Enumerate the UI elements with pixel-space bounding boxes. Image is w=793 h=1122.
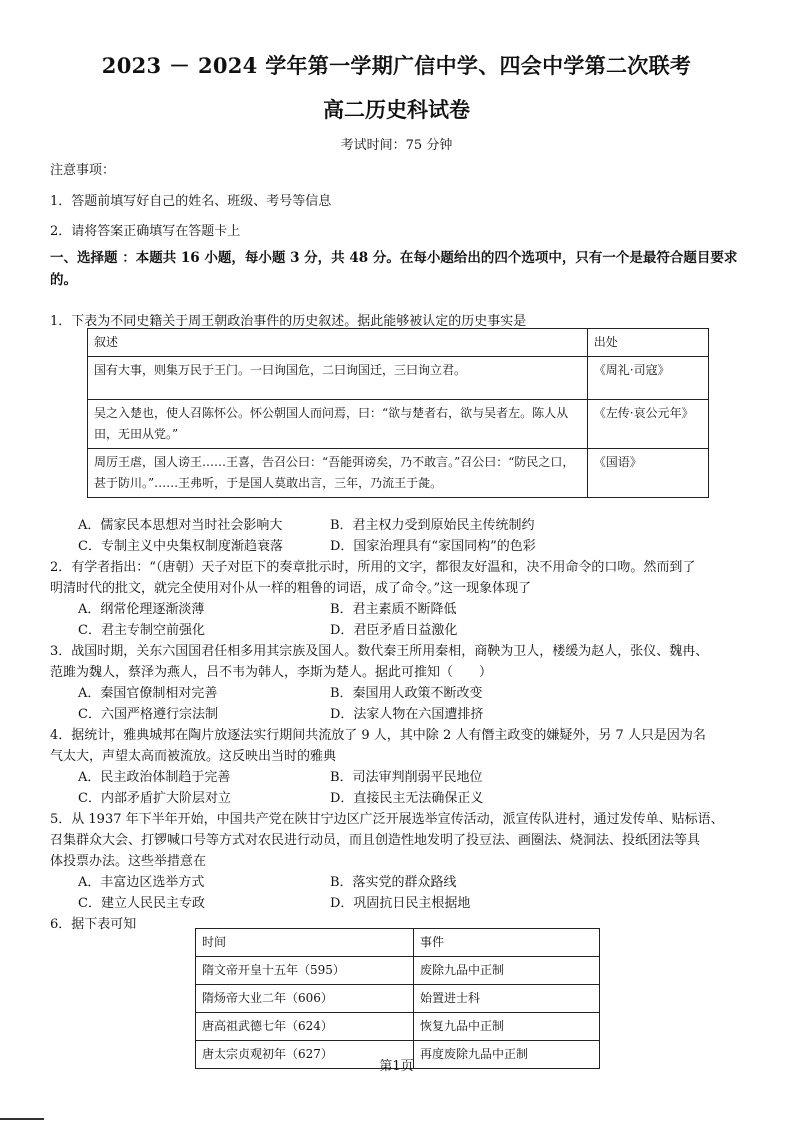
table-row <box>196 1013 600 1041</box>
section-heading-cont: 的。 <box>50 272 77 288</box>
option-b: B．落实党的群众路线 <box>330 875 457 890</box>
question-5-stem-cont: 体投票办法。这些举措意在 <box>50 854 207 869</box>
table-cell: 唐高祖武德七年（624） <box>196 1013 414 1041</box>
option-c: C．六国严格遵行宗法制 <box>78 707 218 722</box>
option-d: D．君臣矛盾日益激化 <box>330 623 458 638</box>
notice-heading: 注意事项： <box>50 163 116 178</box>
question-2-stem: 2．有学者指出：“（唐朝）天子对臣下的奏章批示时，所用的文字，都很友好温和，决不用命令的口吻。然而到了 <box>50 560 696 575</box>
page-number: 第1页 <box>379 1059 414 1074</box>
table-header-row <box>88 329 709 357</box>
table-header-cell: 叙述 <box>88 329 588 357</box>
option-b: B．秦国用人政策不断改变 <box>330 686 483 701</box>
table-cell: 《国语》 <box>587 449 708 498</box>
exam-time: 考试时间：75 分钟 <box>340 138 453 153</box>
table-row <box>88 357 709 400</box>
question-3-stem: 3．战国时期，关东六国国君任相多用其宗族及国人。数代秦王所用秦相，商鞅为卫人，楼缓为赵人，张仪、魏冉、 <box>50 644 709 659</box>
question-3-stem-cont: 范雎为魏人，蔡泽为燕人，吕不韦为韩人，李斯为楚人。据此可推知（ ） <box>50 665 493 680</box>
option-c: C．建立人民民主专政 <box>78 896 205 911</box>
option-d: D．国家治理具有“家国同构”的色彩 <box>330 539 536 554</box>
table-cell: 吴之入楚也，使人召陈怀公。怀公朝国人而问焉，曰：“欲与楚者右，欲与吴者左。陈人从田，无田从党。” <box>88 400 588 449</box>
table-row <box>196 985 600 1013</box>
question-2-stem-cont: 明清时代的批文，就完全使用对仆从一样的粗鲁的词语，成了命令。”这一现象体现了 <box>50 581 532 596</box>
option-c: C．君主专制空前强化 <box>78 623 205 638</box>
option-a: A．民主政治体制趋于完善 <box>78 770 231 785</box>
table-cell: 始置进士科 <box>414 985 600 1013</box>
notice-item: 1．答题前填写好自己的姓名、班级、考号等信息 <box>50 194 332 209</box>
option-a: A．纲常伦理逐渐淡薄 <box>78 602 205 617</box>
table-cell: 隋文帝开皇十五年（595） <box>196 957 414 985</box>
option-c: C．内部矛盾扩大阶层对立 <box>78 791 231 806</box>
option-d: D．直接民主无法确保正义 <box>330 791 484 806</box>
table-cell: 周厉王虐，国人谤王……王喜，告召公曰：“吾能弭谤矣，乃不敢言。”召公曰：“防民之口，甚于防川。”……王弗听，于是国人莫敢出言，三年，乃流王于彘。 <box>88 449 588 498</box>
notice-item: 2．请将答案正确填写在答题卡上 <box>50 224 241 239</box>
table-cell: 隋炀帝大业二年（606） <box>196 985 414 1013</box>
option-a: A．秦国官僚制相对完善 <box>78 686 218 701</box>
section-heading: 一、选择题 ：本题共 16 小题，每小题 3 分，共 48 分。在每小题给出的四个选项中，只有一个是最符合题目要求 <box>50 250 738 266</box>
question-1-stem: 1．下表为不同史籍关于周王朝政治事件的历史叙述。据此能够被认定的历史事实是 <box>50 314 527 329</box>
table-header-row <box>196 929 600 957</box>
option-a: A．丰富边区选举方式 <box>78 875 205 890</box>
table-row <box>196 957 600 985</box>
table-cell: 国有大事，则集万民于王门。一曰询国危，二曰询国迁，三曰询立君。 <box>88 357 588 400</box>
option-d: D．巩固抗日民主根据地 <box>330 896 471 911</box>
question-4-stem: 4．据统计，雅典城邦在陶片放逐法实行期间共流放了 9 人，其中除 2 人有僭主政变的嫌疑外，另 7 人只是因为名 <box>50 728 706 743</box>
exam-title: 2023 － 2024 学年第一学期广信中学、四会中学第二次联考 <box>101 53 692 78</box>
question-6-stem: 6．据下表可知 <box>50 917 137 932</box>
question-5-stem-cont: 召集群众大会、打锣喊口号等方式对农民进行动员，而且创造性地发明了投豆法、画圈法、烧洞法、投纸团法等具 <box>50 833 701 848</box>
option-b: B．君主权力受到原始民主传统制约 <box>330 518 535 533</box>
question-6-table <box>195 928 600 1069</box>
table-cell: 恢复九品中正制 <box>414 1013 600 1041</box>
option-a: A．儒家民本思想对当时社会影响大 <box>78 518 283 533</box>
corner-mark <box>0 1118 44 1120</box>
table-cell: 唐太宗贞观初年（627） <box>196 1041 414 1069</box>
question-5-stem: 5．从 1937 年下半年开始，中国共产党在陕甘宁边区广泛开展选举宣传活动，派宣传队进村，通过发传单、贴标语、 <box>50 812 724 827</box>
table-header-cell: 出处 <box>587 329 708 357</box>
table-header-cell: 时间 <box>196 929 414 957</box>
table-cell: 再度废除九品中正制 <box>414 1041 600 1069</box>
option-c: C．专制主义中央集权制度渐趋衰落 <box>78 539 283 554</box>
option-b: B．君主素质不断降低 <box>330 602 457 617</box>
option-b: B．司法审判削弱平民地位 <box>330 770 483 785</box>
question-4-stem-cont: 气太大，声望太高而被流放。这反映出当时的雅典 <box>50 749 337 764</box>
question-1-table <box>87 328 709 498</box>
table-row <box>88 400 709 449</box>
table-cell: 废除九品中正制 <box>414 957 600 985</box>
option-d: D．法家人物在六国遭排挤 <box>330 707 484 722</box>
table-cell: 《周礼·司寇》 <box>587 357 708 400</box>
table-header-cell: 事件 <box>414 929 600 957</box>
table-cell: 《左传·哀公元年》 <box>587 400 708 449</box>
table-row <box>88 449 709 498</box>
exam-subtitle: 高二历史科试卷 <box>323 97 470 122</box>
